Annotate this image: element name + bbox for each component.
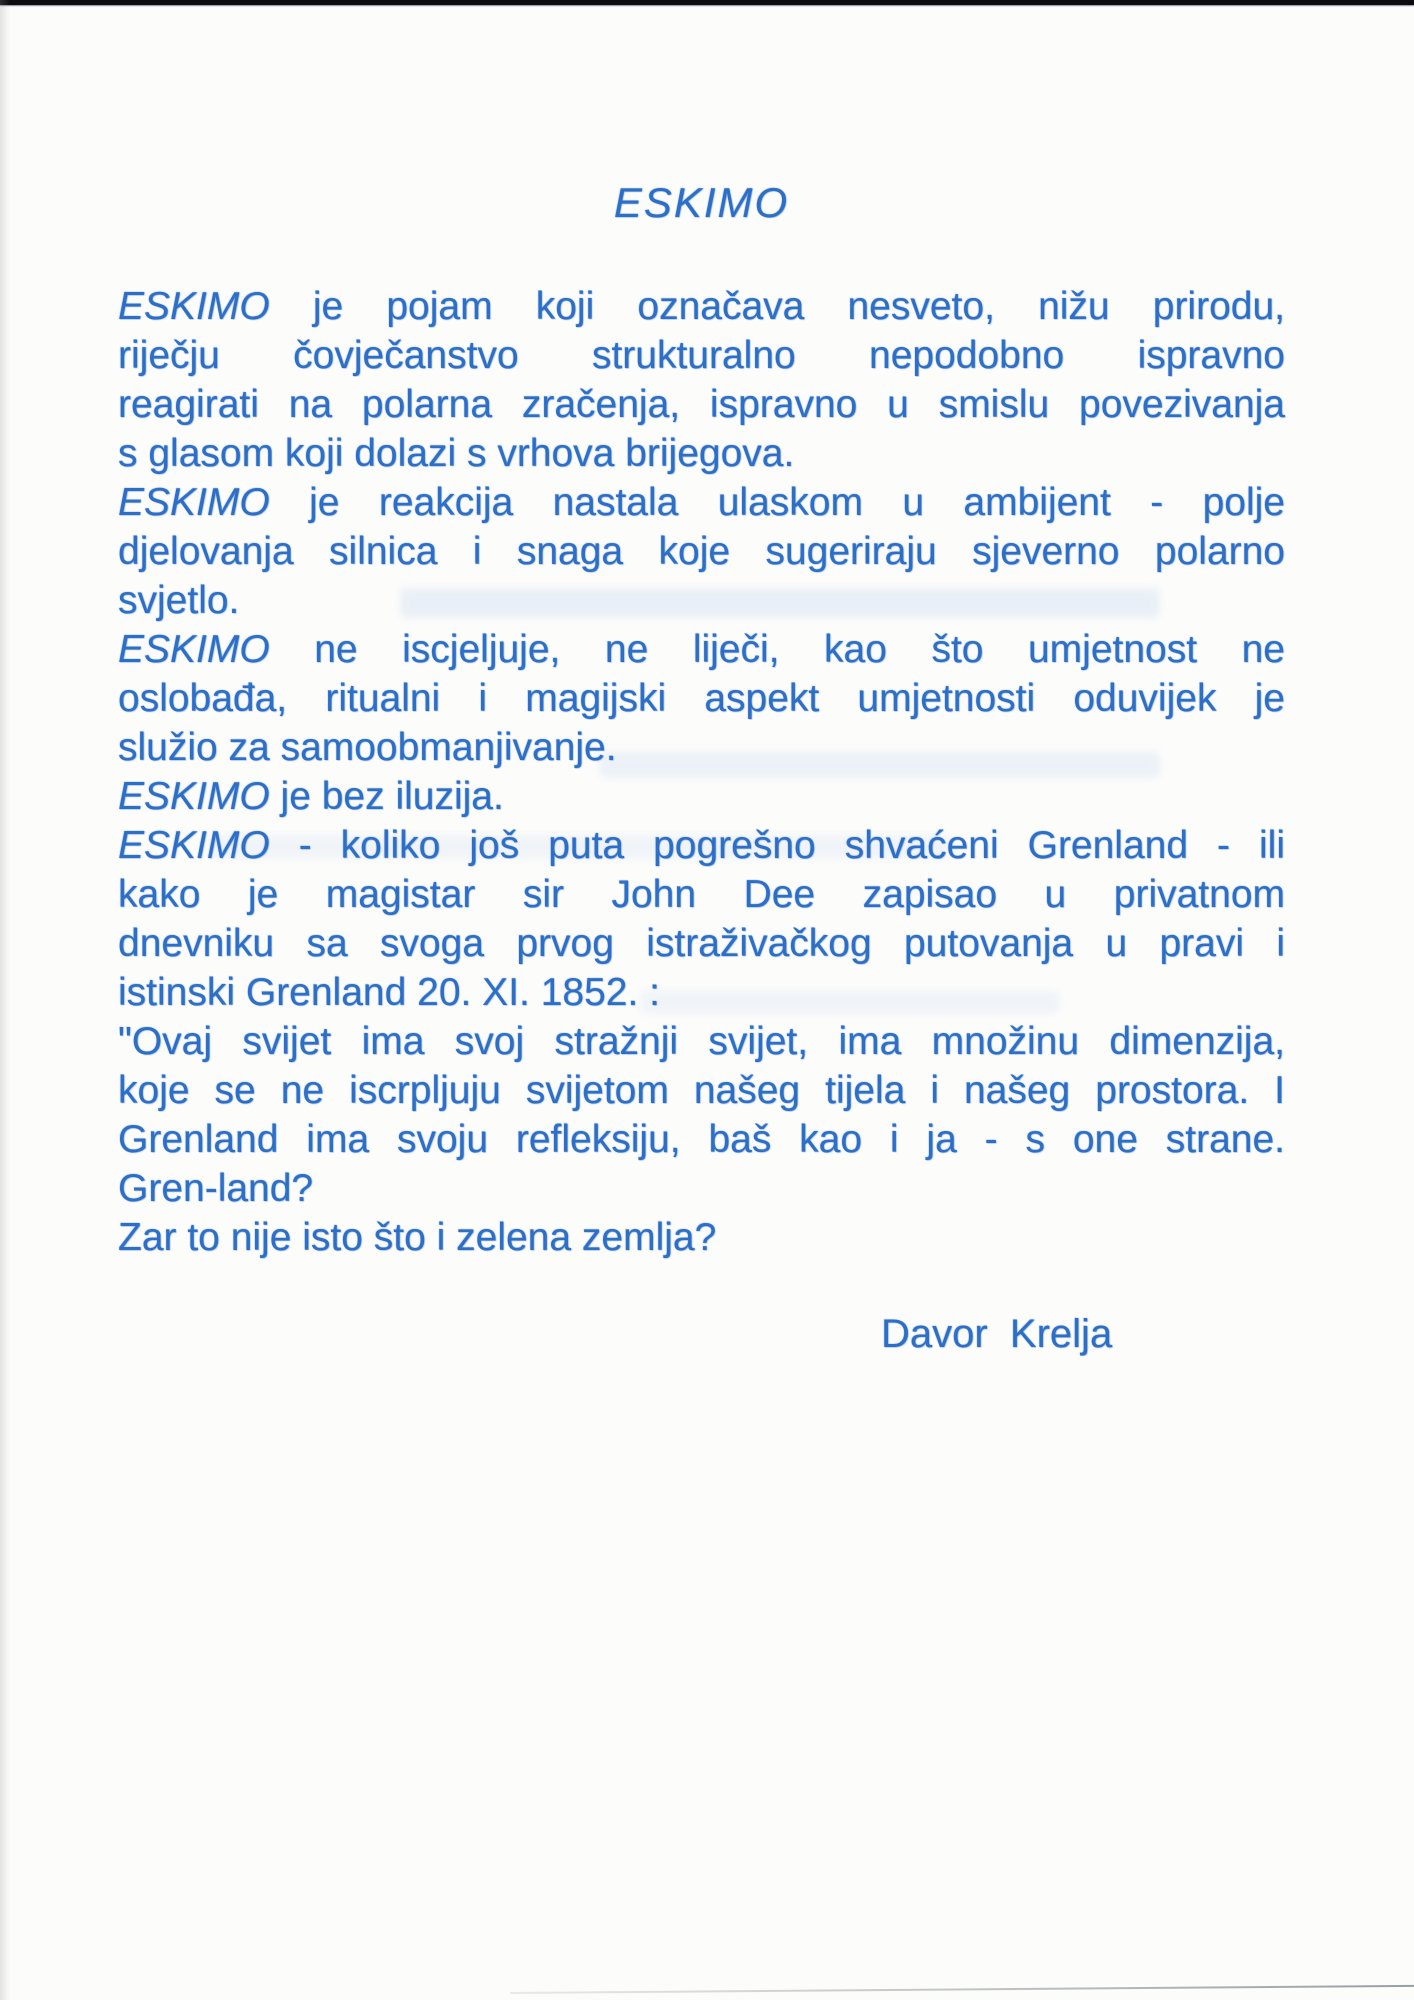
text-line: "Ovaj svijet ima svoj stražnji svijet, ima množinu dimenzija,: [118, 1020, 1285, 1063]
text-line: oslobađa, ritualni i magijski aspekt umjetnosti oduvijek je: [118, 677, 1285, 720]
text-line: Grenland ima svoju refleksiju, baš kao i ja - s one strane.: [118, 1118, 1285, 1161]
document-title: ESKIMO: [613, 179, 790, 226]
text-line: koje se ne iscrpljuju svijetom našeg tijela i našeg prostora. I: [118, 1069, 1285, 1112]
eskimo-italic-lead: ESKIMO: [118, 481, 270, 524]
text-line: Zar to nije isto što i zelena zemlja?: [118, 1216, 717, 1259]
scan-artifact-top-edge: [0, 0, 1414, 5]
text-line: kako je magistar sir John Dee zapisao u privatnom: [118, 873, 1285, 916]
eskimo-italic-lead: ESKIMO: [118, 824, 270, 867]
text-line: s glasom koji dolazi s vrhova brijegova.: [118, 432, 795, 475]
eskimo-italic-lead: ESKIMO: [118, 775, 270, 818]
text-line: ESKIMO - koliko još puta pogrešno shvaćeni Grenland - ili: [118, 824, 1285, 867]
text-line: služio za samoobmanjivanje.: [118, 726, 617, 769]
text-line: dnevniku sa svoga prvog istraživačkog putovanja u pravi i: [118, 922, 1285, 965]
text-line: riječju čovječanstvo strukturalno nepodobno ispravno: [118, 334, 1285, 377]
text-line: svjetlo.: [118, 579, 240, 622]
text-line: djelovanja silnica i snaga koje sugeriraju sjeverno polarno: [118, 530, 1285, 573]
text-line: reagirati na polarna zračenja, ispravno u smislu povezivanja: [118, 383, 1285, 426]
eskimo-italic-lead: ESKIMO: [118, 285, 270, 328]
eskimo-italic-lead: ESKIMO: [118, 628, 270, 671]
text-line: ESKIMO je pojam koji označava nesveto, nižu prirodu,: [118, 285, 1285, 328]
text-line: ESKIMO ne iscjeljuje, ne liječi, kao što umjetnost ne: [118, 628, 1285, 671]
scan-artifact-left-edge: [0, 0, 10, 2000]
scan-artifact-page-edge-bottom: [510, 1984, 1414, 1994]
body-text: [118, 282, 1285, 1262]
text-block: [118, 178, 1285, 1359]
author-signature: Davor Krelja: [881, 1312, 1113, 1356]
text-line: ESKIMO je reakcija nastala ulaskom u ambijent - polje: [118, 481, 1285, 524]
text-line: Gren-land?: [118, 1167, 314, 1210]
text-line: ESKIMO je bez iluzija.: [118, 775, 504, 818]
text-line: istinski Grenland 20. XI. 1852. :: [118, 971, 660, 1014]
